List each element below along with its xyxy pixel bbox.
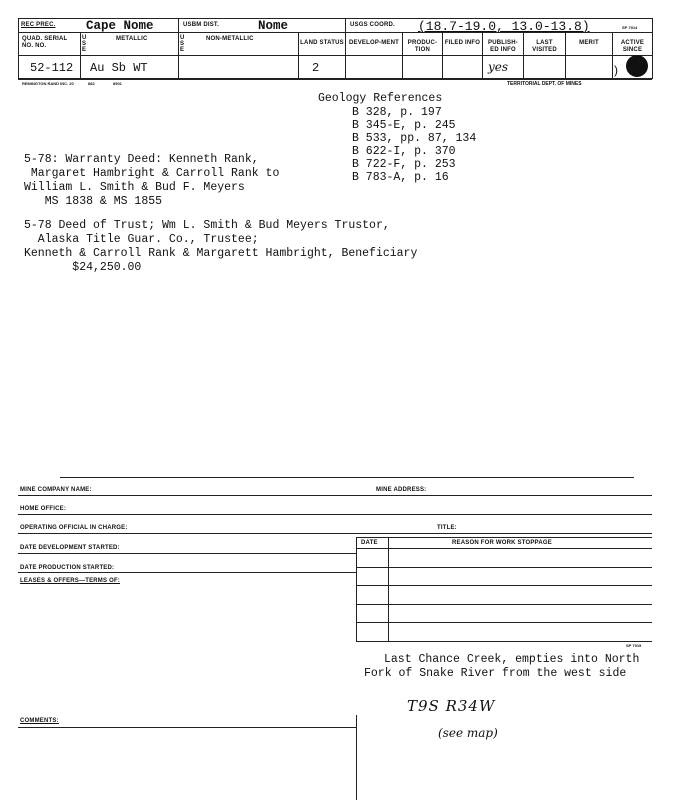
date-development-label: DATE DEVELOPMENT STARTED:: [20, 545, 120, 551]
lower-top-line: [60, 477, 634, 478]
comments-vline: [356, 715, 357, 800]
col-metallic: METALLIC: [116, 36, 148, 42]
lower-line: [356, 622, 652, 623]
usbm-dist-label: USBM DIST.: [183, 22, 220, 28]
filled-dot-mark: [626, 55, 648, 77]
lower-line: [18, 533, 652, 534]
grid-vline: [482, 32, 483, 79]
grid-vline: [612, 32, 613, 79]
geology-ref: B 622-I, p. 370: [352, 145, 456, 158]
geology-ref: B 345-E, p. 245: [352, 119, 456, 132]
deed-line: 5-78: Warranty Deed: Kenneth Rank,: [24, 153, 259, 166]
deed-line: William L. Smith & Bud F. Meyers: [24, 181, 245, 194]
col-non-metallic: NON-METALLIC: [206, 36, 254, 42]
grid-vline: [565, 32, 566, 79]
col-production: PRODUC-TION: [407, 40, 438, 53]
lower-line: [356, 567, 652, 568]
lower-line: [18, 495, 652, 496]
usgs-coord-label: USGS COORD.: [350, 22, 395, 28]
see-map-note: (see map): [438, 726, 498, 740]
col-last-visited: LAST VISITED: [532, 40, 557, 53]
col-active-since: ACTIVE SINCE: [620, 40, 645, 53]
trust-line: Alaska Title Guar. Co., Trustee;: [24, 233, 259, 246]
imprint-code-2: 8901: [113, 81, 122, 86]
col-filed-info: FILED INFO: [444, 40, 481, 46]
grid-vline: [442, 32, 443, 79]
grid-vline: [298, 32, 299, 79]
geology-title: Geology References: [318, 92, 443, 105]
lower-line: [18, 553, 356, 554]
lower-line: [356, 604, 652, 605]
lower-line: [356, 548, 652, 549]
warranty-deed-note: [24, 153, 279, 209]
lower-line: [18, 514, 652, 515]
grid-vline: [80, 32, 81, 79]
location-line-1: Last Chance Creek, empties into North: [384, 653, 640, 666]
operating-official-label: OPERATING OFFICIAL IN CHARGE:: [20, 525, 128, 531]
title-label: TITLE:: [437, 525, 457, 531]
printer-imprint: REMINGTON RAND INC. 20: [22, 81, 74, 86]
col-use-2: U S E: [180, 35, 185, 53]
grid-vline: [402, 32, 403, 79]
home-office-label: HOME OFFICE:: [20, 506, 67, 512]
lower-line: [356, 585, 652, 586]
rec-prec-label: REC PREC.: [21, 22, 56, 28]
comments-line: [18, 727, 356, 728]
grid-vline: [178, 18, 179, 79]
reason-column-label: REASON FOR WORK STOPPAGE: [452, 540, 552, 546]
col-quad-serial: QUAD. SERIAL NO. NO.: [22, 36, 68, 49]
trust-line: $24,250.00: [24, 261, 142, 274]
col-published-info: PUBLISH-ED INFO: [488, 40, 518, 53]
trust-line: 5-78 Deed of Trust; Wm L. Smith & Bud Meyers Trustor,: [24, 219, 390, 232]
deed-line: Margaret Hambright & Carroll Rank to: [24, 167, 280, 180]
lower-line: [18, 572, 356, 573]
deed-of-trust-note: [24, 219, 417, 275]
date-col-right: [388, 537, 389, 641]
header-bottom-line: [18, 78, 652, 80]
rec-prec-value: Cape Nome: [86, 19, 154, 33]
deed-line: MS 1838 & MS 1855: [24, 195, 163, 208]
geology-ref: B 533, pp. 87, 134: [352, 132, 477, 145]
grid-vline: [18, 18, 19, 79]
comments-label: COMMENTS:: [20, 718, 59, 724]
leases-label: LEASES & OFFERS—TERMS OF:: [20, 578, 121, 584]
geology-ref: B 783-A, p. 16: [352, 171, 449, 184]
header-divider-2: [18, 55, 652, 56]
metallic-value: Au Sb WT: [90, 61, 148, 75]
col-development: DEVELOP-MENT: [348, 40, 400, 46]
imprint-code-1: 882: [88, 81, 95, 86]
usbm-dist-value: Nome: [258, 19, 289, 33]
quad-serial-value: 52-112: [30, 61, 74, 75]
land-status-value: 2: [312, 61, 320, 75]
territorial-dept: TERRITORIAL DEPT. OF MINES: [507, 81, 582, 87]
mine-company-name-label: MINE COMPANY NAME:: [20, 487, 92, 493]
col-use: U S E: [82, 35, 87, 53]
date-production-label: DATE PRODUCTION STARTED:: [20, 565, 115, 571]
geology-refs-list: [352, 106, 476, 184]
township-range-note: T9S R34W: [407, 697, 496, 715]
lower-line: [356, 641, 652, 642]
col-merit: MERIT: [579, 40, 599, 46]
date-col-left: [356, 537, 357, 641]
published-info-value: yes: [488, 60, 509, 74]
grid-vline: [345, 18, 346, 79]
form-number-2: SP 7915: [626, 643, 642, 648]
trust-line: Kenneth & Carroll Rank & Margarett Hambright, Beneficiary: [24, 247, 418, 260]
location-line-2: Fork of Snake River from the west side: [364, 667, 627, 680]
geology-ref: B 328, p. 197: [352, 106, 442, 119]
pencil-stroke-mark: ): [614, 63, 618, 77]
mine-address-label: MINE ADDRESS:: [376, 487, 427, 493]
date-column-label: DATE: [361, 540, 378, 546]
grid-vline: [652, 18, 653, 79]
geology-ref: B 722-F, p. 253: [352, 158, 456, 171]
col-land-status: LAND STATUS: [300, 40, 344, 46]
lower-line: [356, 537, 652, 538]
grid-vline: [523, 32, 524, 79]
geology-references: [318, 92, 442, 105]
form-number: SP 7914: [622, 25, 638, 30]
usgs-coord-value: (18.7-19.0, 13.0-13.8): [418, 19, 590, 34]
